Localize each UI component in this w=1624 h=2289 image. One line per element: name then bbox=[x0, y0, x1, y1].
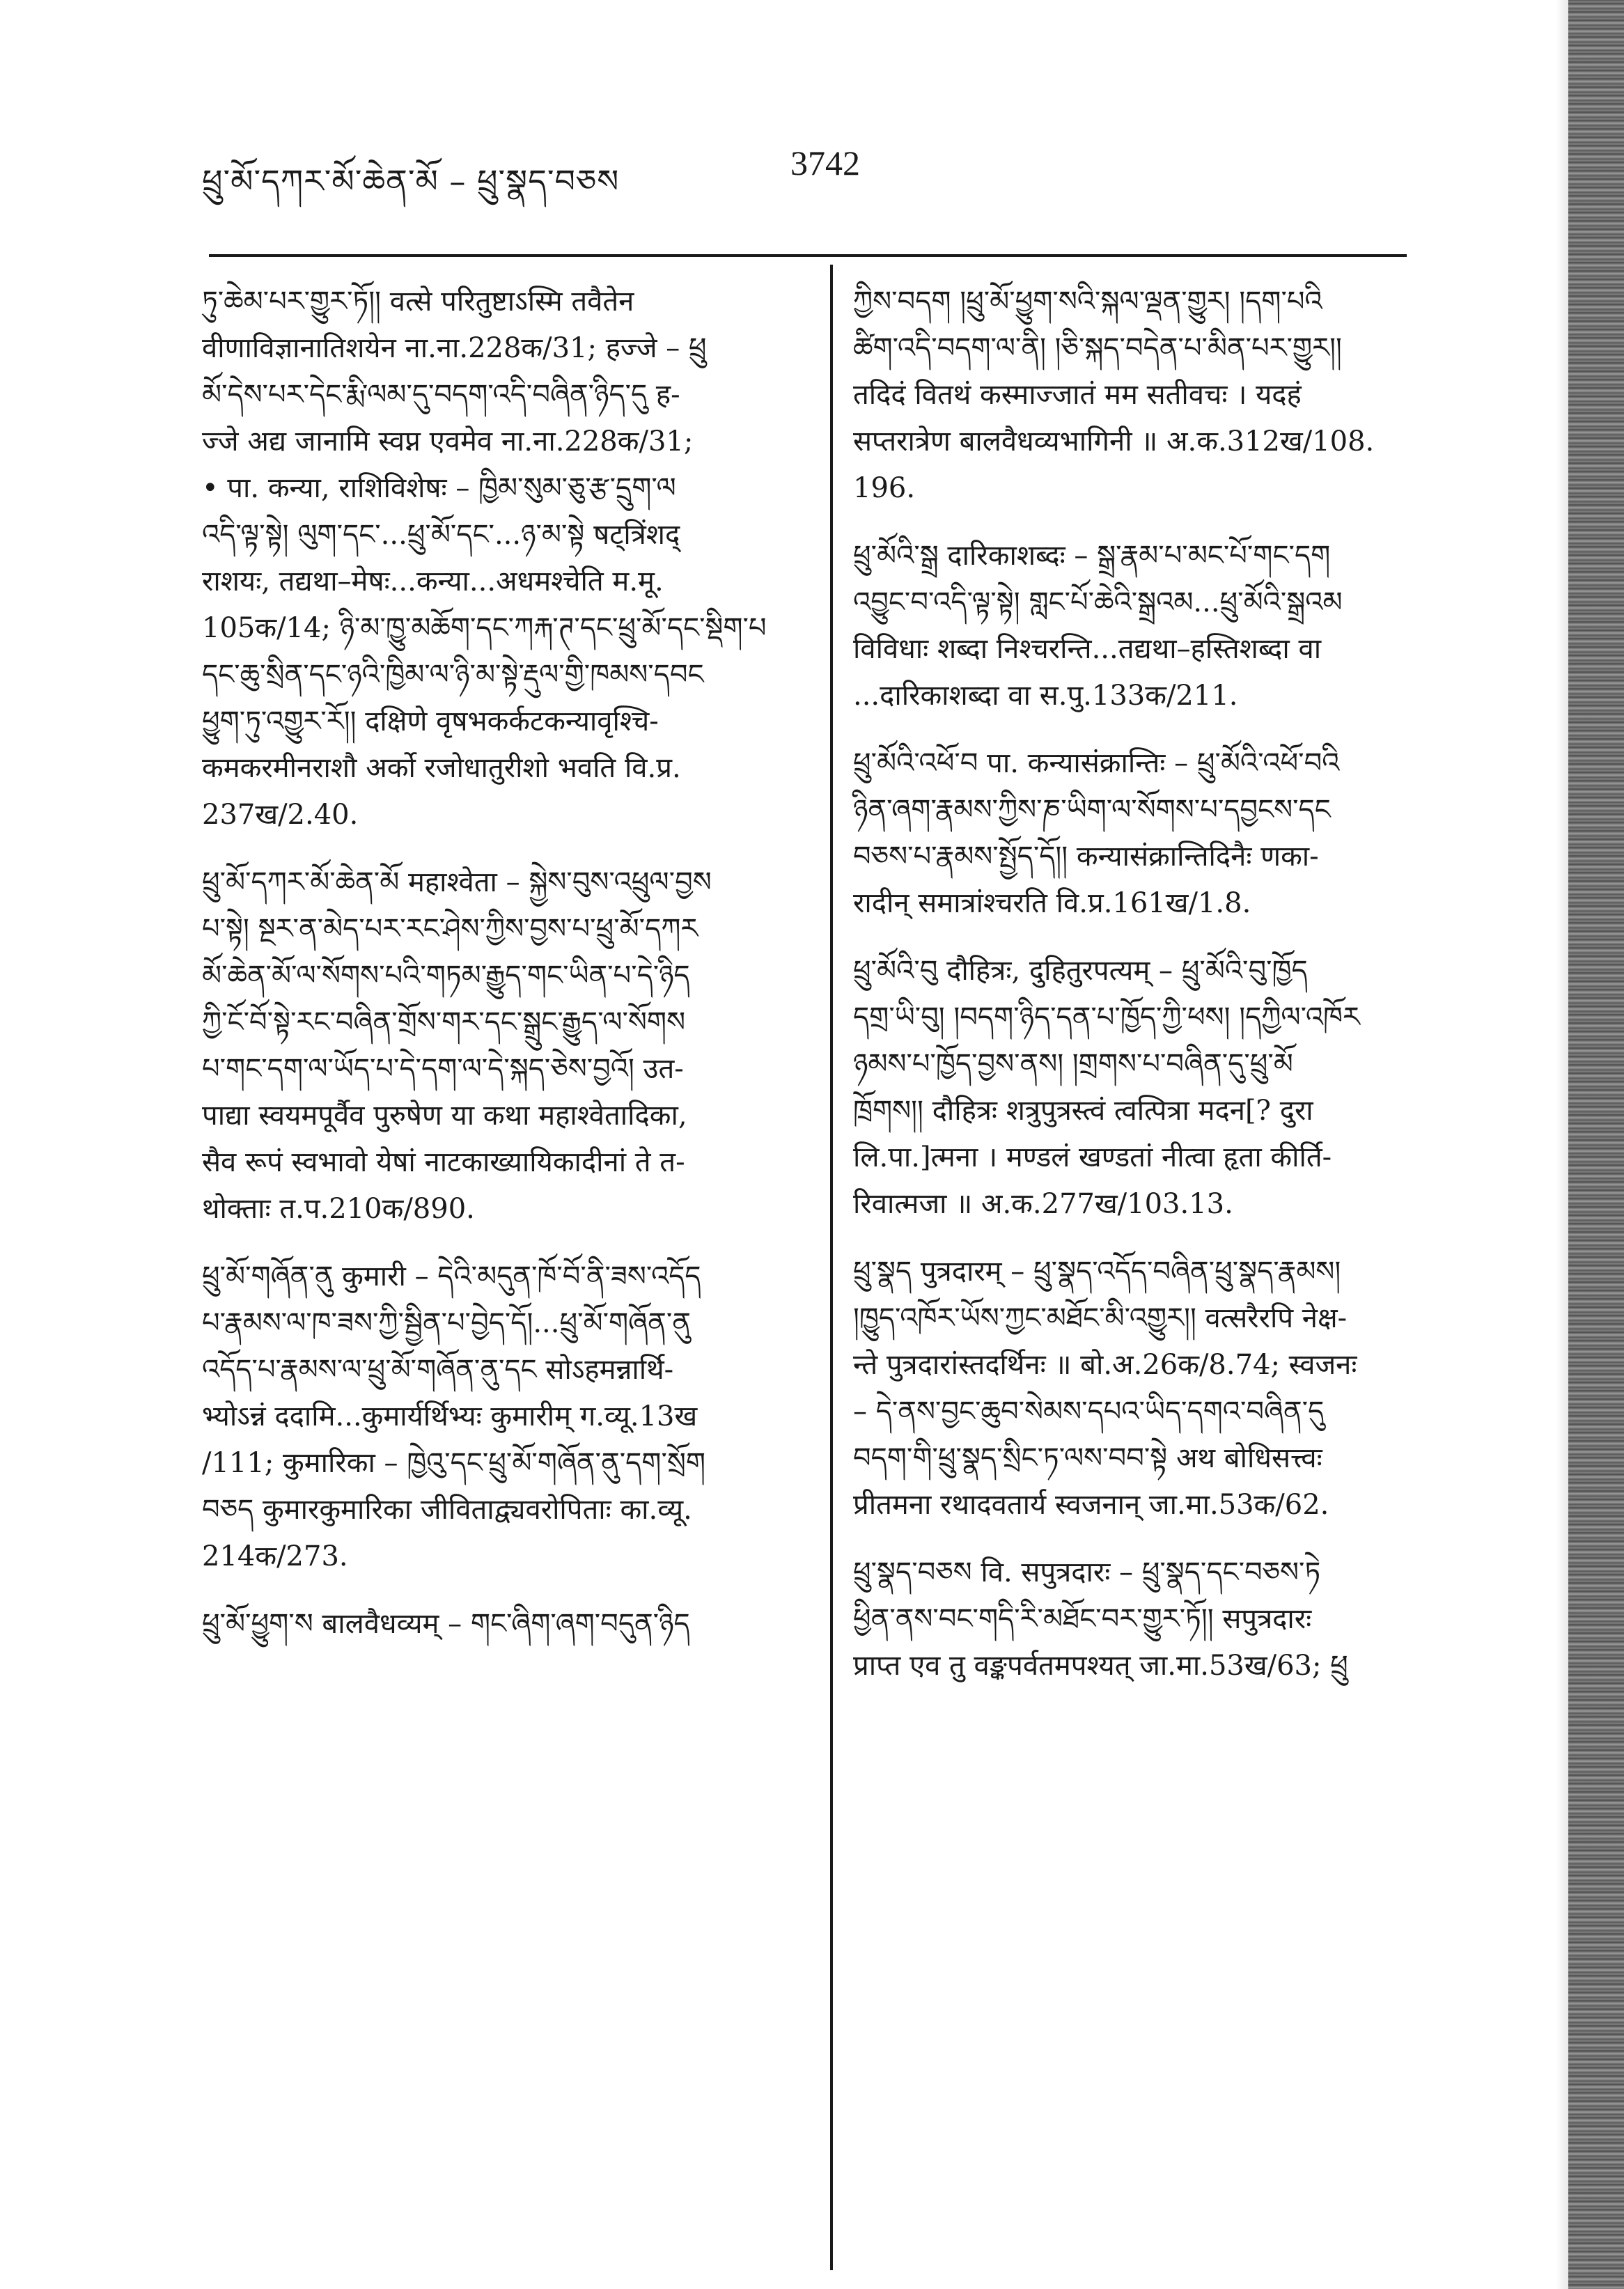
entry-line: रिवात्मजा ॥ अ.क.277ख/103.13. bbox=[853, 1188, 1233, 1220]
header-rule bbox=[209, 254, 1407, 257]
entry-line: དགྲ་ཡི་བུ། །བདག་ཉིད་དན་པ་ཁྱོད་ཀྱི་ཕས། །དཀྱིལ་འཁོར bbox=[853, 1001, 1360, 1033]
entry-headword-line: ཕྲུ་མོའི་བུ दौहित्रः, दुहितुरपत्यम् – ཕྲུ་མོའི་བུ་ཁྱོད bbox=[853, 955, 1308, 987]
entry-line: 196. bbox=[853, 472, 916, 504]
entry-line: प्रीतमना रथादवतार्य स्वजनान् जा.मा.53क/62. bbox=[853, 1489, 1329, 1521]
entry-line: 105क/14; ཉི་མ་ཁྱུ་མཆོག་དང་ཀརྐ་ཊ་དང་ཕྲུ་མོ་དང་སྡིག་པ bbox=[202, 612, 767, 644]
page-edge-shadow bbox=[1556, 0, 1568, 2289]
page-number: 3742 bbox=[790, 143, 860, 182]
entry-line: विविधाः शब्दा निश्चरन्ति...तद्यथा–हस्तिशब्दा वा bbox=[853, 633, 1322, 665]
column-divider bbox=[830, 265, 833, 2270]
dictionary-entry bbox=[202, 1601, 808, 1648]
entry-line: མོ་ཆེན་མོ་ལ་སོགས་པའི་གཏམ་རྒྱུད་གང་ཡིན་པ་དེ་ཉིད bbox=[202, 960, 690, 992]
entry-headword-line: ཕྲུ་མོའི་སྒྲ दारिकाशब्दः – སྒྲ་རྣམ་པ་མང་པོ་གང་དག bbox=[853, 540, 1331, 572]
dictionary-entry bbox=[853, 1249, 1445, 1529]
dictionary-entry bbox=[853, 533, 1445, 719]
entry-line: वीणाविज्ञानातिशयेन ना.ना.228क/31; हज्जे – ཕྲུ bbox=[202, 332, 707, 364]
entry-line: रादीन् समात्रांश्चरति वि.प्र.161ख/1.8. bbox=[853, 887, 1251, 919]
entry-line: འདི་ལྟ་སྟེ། ལུག་དང་...ཕྲུ་མོ་དང་...ཉ་མ་སྟེ षट्त्रिंशद् bbox=[202, 519, 680, 551]
entry-headword-line: ཏུ་ཆེམ་པར་གྱུར་ཏོ།། वत्से परितुष्टाऽस्मि तवैतेन bbox=[202, 286, 634, 318]
entry-line: ཉིན་ཞག་རྣམས་ཀྱིས་ཎ་ཡིག་ལ་སོགས་པ་དབྱངས་དང bbox=[853, 794, 1331, 826]
entry-line: 237ख/2.40. bbox=[202, 799, 359, 831]
dictionary-entry bbox=[202, 279, 808, 838]
entry-line: བདག་གི་ཕྲུ་སྣད་སྲིང་ཏ་ལས་བབ་སྟེ अथ बोधिसत्त्वः bbox=[853, 1442, 1322, 1474]
entry-line: पाद्या स्वयमपूर्वैव पुरुषेण या कथा महाश्वेतादिका, bbox=[202, 1100, 687, 1132]
entry-line: པ་གང་དག་ལ་ཡོད་པ་དེ་དག་ལ་དེ་སྐད་ཅེས་བྱའོ། उत- bbox=[202, 1053, 684, 1085]
entry-line: सैव रूपं स्वभावो येषां नाटकाख्यायिकादीनां ते त- bbox=[202, 1146, 685, 1178]
entry-line: འབྱུང་བ་འདི་ལྟ་སྟེ། གླང་པོ་ཆེའི་སྒྲའམ...ཕྲུ་མོའི་སྒྲའམ bbox=[853, 586, 1343, 618]
entry-line: དང་ཆུ་སྲིན་དང་ཉའི་ཁྱིམ་ལ་ཉི་མ་སྟེ་རྡུལ་གྱི་ཁམས་དབང bbox=[202, 659, 704, 691]
entry-line: པ་སྟེ། སྔར་ན་མེད་པར་རང་ཤེས་ཀྱིས་བྱས་པ་ཕྲུ་མོ་དཀར bbox=[202, 913, 698, 945]
entry-line: ज्जे अद्य जानामि स्वप्न एवमेव ना.ना.228क/31; bbox=[202, 425, 694, 458]
dictionary-entry bbox=[202, 1253, 808, 1580]
entry-line: ཀྱི་ངོ་བོ་སྟེ་རང་བཞིན་གྲོས་གར་དང་སྒྲུང་རྒྱུད་ལ་སོགས bbox=[202, 1006, 686, 1038]
entry-headword-line: ཕྲུ་མོ་ཕྱུག་ས बालवैधव्यम् – གང་ཞིག་ཞག་བདུན་ཉིད bbox=[202, 1608, 690, 1640]
entry-line: कमकरमीनराशौ अर्को रजोधातुरीशो भवति वि.प्र. bbox=[202, 752, 681, 784]
dictionary-entry bbox=[853, 1549, 1445, 1689]
entry-line: • पा. कन्या, राशिविशेषः – ཁྱིམ་སུམ་ཅུ་རྩ་དྲུག་ལ bbox=[202, 472, 676, 504]
entry-headword-line: ཕྲུ་སྣད पुत्रदारम् – ཕྲུ་སྣད་འདོད་བཞིན་ཕྲུ་སྣད་རྣམས། bbox=[853, 1256, 1341, 1288]
entry-headword-line: ཕྲུ་སྣད་བཅས वि. सपुत्रदारः – ཕྲུ་སྣད་དང་བཅས་ཏེ bbox=[853, 1556, 1321, 1588]
entry-headword-line: ཕྲུ་མོ་གཞོན་ནུ कुमारी – དེའི་མདུན་ཁོ་བོ་ནི་ཟས་འདོད bbox=[202, 1260, 701, 1292]
dictionary-entry bbox=[853, 279, 1445, 512]
entry-line: भ्योऽन्नं ददामि...कुमार्यर्थिभ्यः कुमारीम् ग.व्यू.13ख bbox=[202, 1400, 698, 1432]
entry-line: མོ་དེས་པར་དེང་རྨི་ལམ་དུ་བདག་འདི་བཞིན་ཉིད་དུ ह- bbox=[202, 379, 680, 411]
running-head: ཕྲུ་མོ་དཀར་མོ་ཆེན་མོ – ཕྲུ་སྣད་བཅས bbox=[202, 162, 620, 200]
entry-line: तदिदं वितथं कस्माज्जातं मम सतीवचः । यदहं bbox=[853, 379, 1302, 411]
entry-headword-line: ཀྱིས་བདག །ཕྲུ་མོ་ཕྱུག་སའི་སྐལ་ལྡན་གྱུར། །དག་པའི bbox=[853, 286, 1322, 318]
entry-line: འདོད་པ་རྣམས་ལ་ཕྲུ་མོ་གཞོན་ནུ་དང सोऽहमन्नार्थि- bbox=[202, 1354, 674, 1386]
entry-line: सप्तरात्रेण बालवैधव्यभागिनी ॥ अ.क.312ख/108. bbox=[853, 425, 1375, 458]
entry-line: བཅས་པ་རྣམས་སྤྱོད་དོ།། कन्यासंक्रान्तिदिनैः णका- bbox=[853, 841, 1319, 873]
dictionary-entry bbox=[202, 859, 808, 1233]
entry-line: न्ते पुत्रदारांस्तदर्थिनः ॥ बो.अ.26क/8.74; स्वजनः bbox=[853, 1349, 1357, 1381]
entry-line: ཚིག་འདི་བདག་ལ་ནི། །ཅི་སྐད་བདེན་པ་མིན་པར་གྱུར།། bbox=[853, 332, 1342, 364]
right-column bbox=[853, 279, 1445, 1710]
entry-line: /111; कुमारिका – ཁྱེའུ་དང་ཕྲུ་མོ་གཞོན་ནུ་དག་སྲོག bbox=[202, 1447, 706, 1479]
entry-line: लि.पा.]त्मना । मण्डलं खण्डतां नीत्वा हृता कीर्ति- bbox=[853, 1141, 1332, 1173]
entry-line: བཅད कुमारकुमारिका जीविताद्व्यवरोपिताः का.व्यू. bbox=[202, 1494, 692, 1526]
page-edge-strip bbox=[1568, 0, 1624, 2289]
entry-line: ...दारिकाशब्दा वा स.पु.133क/211. bbox=[853, 680, 1238, 712]
entry-line: ཕྱུག་ཏུ་འགྱུར་རོ།། दक्षिणे वृषभकर्कटकन्यावृश्चि- bbox=[202, 705, 659, 737]
dictionary-entry bbox=[853, 740, 1445, 927]
dictionary-entry bbox=[853, 948, 1445, 1228]
left-column bbox=[202, 279, 808, 1669]
entry-line: པ་རྣམས་ལ་ཁ་ཟས་ཀྱི་སྦྱིན་པ་བྱེད་དོ།...ཕྲུ་མོ་གཞོན་ནུ bbox=[202, 1307, 691, 1339]
entry-line: – དེ་ནས་བྱང་ཆུབ་སེམས་དཔའ་ཡིད་དགའ་བཞིན་དུ bbox=[853, 1396, 1325, 1428]
entry-line: राशयः, तद्यथा–मेषः...कन्या...अधमश्चेति म.मू. bbox=[202, 565, 664, 597]
entry-line: ཕྱིན་ནས་བང་གདི་རི་མཐོང་བར་གྱུར་ཏོ།། सपुत्रदारः bbox=[853, 1603, 1312, 1635]
entry-line: 214क/273. bbox=[202, 1540, 348, 1572]
entry-line: །ཁྱུད་འཁོར་ཡོས་ཀྱང་མཐོང་མི་འགྱུར།། वत्सरैरपि नेक्ष- bbox=[853, 1302, 1348, 1334]
entry-line: थोक्ताः त.प.210क/890. bbox=[202, 1193, 475, 1225]
entry-headword-line: ཕྲུ་མོ་དཀར་མོ་ཆེན་མོ महाश्वेता – སྐྱེས་བུས་འཕྲུལ་བྱས bbox=[202, 866, 712, 898]
entry-line: प्राप्त एव तु वङ्कपर्वतमपश्यत् जा.मा.53ख/63; ཕྲུ bbox=[853, 1650, 1348, 1682]
entry-line: ཁྲོགས།། दौहित्रः शत्रुपुत्रस्त्वं त्वत्पित्रा मदन[? दुरा bbox=[853, 1095, 1313, 1127]
entry-headword-line: ཕྲུ་མོའི་འཕོ་བ पा. कन्यासंक्रान्तिः – ཕྲུ་མོའི་འཕོ་བའི bbox=[853, 747, 1340, 779]
entry-line: ཉམས་པ་ཁྱོད་བྱས་ནས། །གྲགས་པ་བཞིན་དུ་ཕྲུ་མོ bbox=[853, 1048, 1293, 1080]
